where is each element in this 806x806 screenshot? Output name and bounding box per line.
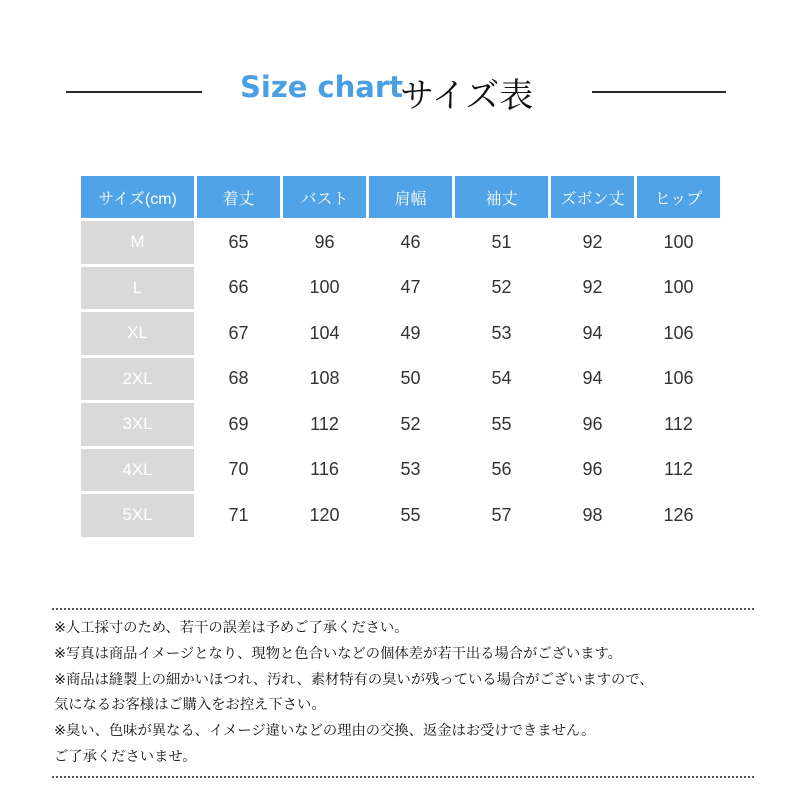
header-length: 着丈 <box>197 176 280 218</box>
notes-divider-bottom <box>52 776 754 778</box>
table-cell: 53 <box>455 312 548 355</box>
note-line: ※写真は商品イメージとなり、現物と色合いなどの個体差が若干出る場合がございます。 <box>54 645 622 662</box>
table-cell: 106 <box>637 358 720 401</box>
table-cell: 49 <box>369 312 452 355</box>
table-cell: 52 <box>369 403 452 446</box>
table-cell: 112 <box>637 403 720 446</box>
table-cell: 54 <box>455 358 548 401</box>
header-sleeve: 袖丈 <box>455 176 548 218</box>
table-cell: 92 <box>551 221 634 264</box>
table-row <box>81 221 720 264</box>
table-cell: 55 <box>369 494 452 537</box>
table-row <box>81 449 720 492</box>
table-cell: 47 <box>369 267 452 310</box>
header-pants-length: ズボン丈 <box>551 176 634 218</box>
table-cell: 98 <box>551 494 634 537</box>
size-table <box>78 173 723 540</box>
note-line: ※臭い、色味が異なる、イメージ違いなどの理由の交換、返金はお受けできません。 <box>54 723 596 740</box>
table-cell: 56 <box>455 449 548 492</box>
note-line: ※人工採寸のため、若干の誤差は予めご了承ください。 <box>54 620 409 636</box>
table-cell: 92 <box>551 267 634 310</box>
table-cell: 112 <box>283 403 366 446</box>
table-cell: 100 <box>283 267 366 310</box>
title-english: Size chart <box>240 70 404 104</box>
table-cell: 100 <box>637 221 720 264</box>
size-label: 4XL <box>81 449 194 492</box>
size-label: 5XL <box>81 494 194 537</box>
table-cell: 52 <box>455 267 548 310</box>
table-row <box>81 358 720 401</box>
header-hip: ヒップ <box>637 176 720 218</box>
table-cell: 55 <box>455 403 548 446</box>
size-label: L <box>81 267 194 310</box>
header-size: サイズ(cm) <box>81 176 194 218</box>
table-cell: 116 <box>283 449 366 492</box>
title-row <box>0 62 806 122</box>
title-japanese: サイズ表 <box>400 76 534 116</box>
table-cell: 50 <box>369 358 452 401</box>
table-header-row <box>81 176 720 218</box>
table-cell: 126 <box>637 494 720 537</box>
table-cell: 104 <box>283 312 366 355</box>
size-label: 3XL <box>81 403 194 446</box>
note-line: 気になるお客様はご購入をお控え下さい。 <box>54 697 326 714</box>
header-shoulder: 肩幅 <box>369 176 452 218</box>
size-label: XL <box>81 312 194 355</box>
size-label: 2XL <box>81 358 194 401</box>
table-row <box>81 267 720 310</box>
title-divider-left <box>66 91 202 93</box>
notes-section <box>54 616 764 771</box>
table-cell: 69 <box>197 403 280 446</box>
table-cell: 51 <box>455 221 548 264</box>
table-cell: 94 <box>551 312 634 355</box>
table-row <box>81 312 720 355</box>
table-cell: 96 <box>551 449 634 492</box>
size-label: M <box>81 221 194 264</box>
table-cell: 120 <box>283 494 366 537</box>
table-row <box>81 494 720 537</box>
note-line: ご了承くださいませ。 <box>54 748 197 765</box>
table-cell: 46 <box>369 221 452 264</box>
table-row <box>81 403 720 446</box>
table-cell: 71 <box>197 494 280 537</box>
table-cell: 66 <box>197 267 280 310</box>
note-line: ※商品は縫製上の細かいほつれ、汚れ、素材特有の臭いが残っている場合がございますので、 <box>54 671 654 688</box>
table-cell: 67 <box>197 312 280 355</box>
table-cell: 57 <box>455 494 548 537</box>
table-cell: 94 <box>551 358 634 401</box>
table-cell: 108 <box>283 358 366 401</box>
table-cell: 96 <box>551 403 634 446</box>
table-cell: 106 <box>637 312 720 355</box>
header-bust: バスト <box>283 176 366 218</box>
table-cell: 53 <box>369 449 452 492</box>
notes-divider-top <box>52 608 754 610</box>
table-cell: 70 <box>197 449 280 492</box>
table-cell: 100 <box>637 267 720 310</box>
table-cell: 112 <box>637 449 720 492</box>
table-cell: 68 <box>197 358 280 401</box>
table-cell: 96 <box>283 221 366 264</box>
title-divider-right <box>592 91 726 93</box>
table-cell: 65 <box>197 221 280 264</box>
